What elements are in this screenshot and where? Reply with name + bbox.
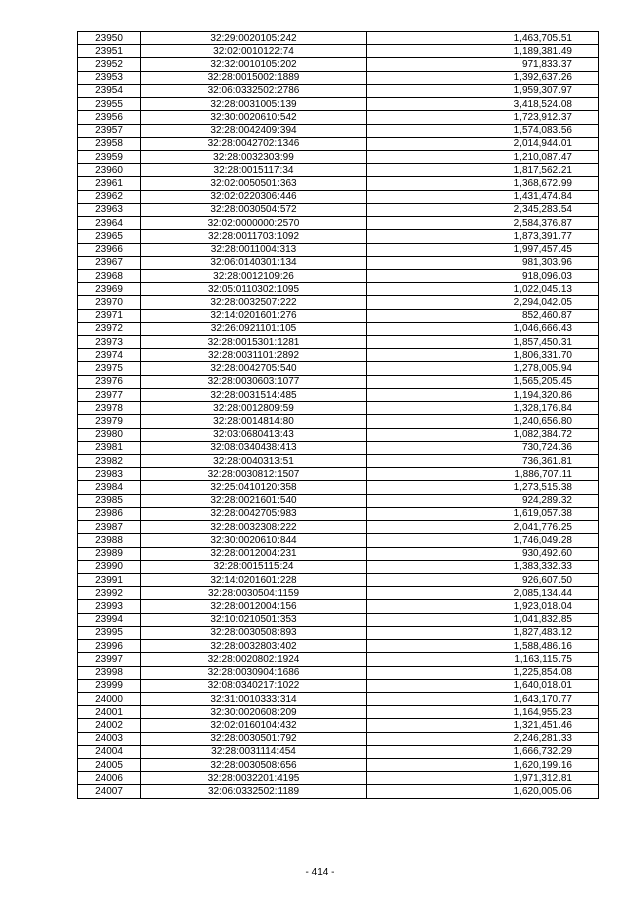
record-number-cell: 23968 — [78, 269, 141, 282]
record-number-cell: 23998 — [78, 666, 141, 679]
table-row — [78, 309, 599, 322]
amount-cell: 1,225,854.08 — [367, 666, 599, 679]
record-number-cell: 23999 — [78, 679, 141, 692]
table-row — [78, 150, 599, 163]
amount-cell: 1,827,483.12 — [367, 626, 599, 639]
amount-cell: 1,620,005.06 — [367, 785, 599, 798]
table-row — [78, 322, 599, 335]
amount-cell: 1,273,515.38 — [367, 481, 599, 494]
table-row — [78, 256, 599, 269]
table-row — [78, 719, 599, 732]
record-number-cell: 23957 — [78, 124, 141, 137]
record-number-cell: 23958 — [78, 137, 141, 150]
amount-cell: 730,724.36 — [367, 441, 599, 454]
cadastral-number-cell: 32:28:0031514:485 — [141, 388, 367, 401]
table-row — [78, 653, 599, 666]
amount-cell: 1,383,332.33 — [367, 560, 599, 573]
amount-cell: 1,046,666.43 — [367, 322, 599, 335]
cadastral-number-cell: 32:30:0020608:209 — [141, 706, 367, 719]
cadastral-number-cell: 32:25:0410120:358 — [141, 481, 367, 494]
cadastral-number-cell: 32:28:0031114:454 — [141, 745, 367, 758]
amount-cell: 1,588,486.16 — [367, 640, 599, 653]
table-row — [78, 375, 599, 388]
cadastral-number-cell: 32:28:0030904:1686 — [141, 666, 367, 679]
amount-cell: 2,014,944.01 — [367, 137, 599, 150]
record-number-cell: 23970 — [78, 296, 141, 309]
cadastral-number-cell: 32:28:0021601:540 — [141, 494, 367, 507]
amount-cell: 1,210,087.47 — [367, 150, 599, 163]
amount-cell: 1,619,057.38 — [367, 507, 599, 520]
record-number-cell: 23994 — [78, 613, 141, 626]
cadastral-number-cell: 32:28:0015115:24 — [141, 560, 367, 573]
amount-cell: 1,565,205.45 — [367, 375, 599, 388]
table-row — [78, 388, 599, 401]
table-row — [78, 613, 599, 626]
table-row — [78, 137, 599, 150]
cadastral-number-cell: 32:08:0340217:1022 — [141, 679, 367, 692]
amount-cell: 2,345,283.54 — [367, 203, 599, 216]
record-number-cell: 23995 — [78, 626, 141, 639]
amount-cell: 852,460.87 — [367, 309, 599, 322]
record-number-cell: 23966 — [78, 243, 141, 256]
cadastral-number-cell: 32:06:0332502:1189 — [141, 785, 367, 798]
table-row — [78, 269, 599, 282]
amount-cell: 2,041,776.25 — [367, 521, 599, 534]
amount-cell: 736,361.81 — [367, 455, 599, 468]
cadastral-number-cell: 32:26:0921101:105 — [141, 322, 367, 335]
table-row — [78, 587, 599, 600]
table-row — [78, 521, 599, 534]
record-number-cell: 23950 — [78, 32, 141, 45]
amount-cell: 1,817,562.21 — [367, 164, 599, 177]
cadastral-number-cell: 32:28:0030504:1159 — [141, 587, 367, 600]
table-row — [78, 706, 599, 719]
table-row — [78, 58, 599, 71]
record-number-cell: 23981 — [78, 441, 141, 454]
table-row — [78, 98, 599, 111]
record-number-cell: 23962 — [78, 190, 141, 203]
table-row — [78, 573, 599, 586]
page-number: - 414 - — [305, 867, 335, 878]
cadastral-number-cell: 32:28:0012109:26 — [141, 269, 367, 282]
record-number-cell: 23979 — [78, 415, 141, 428]
record-number-cell: 24003 — [78, 732, 141, 745]
record-number-cell: 23983 — [78, 468, 141, 481]
table-row — [78, 481, 599, 494]
table-row — [78, 45, 599, 58]
record-number-cell: 23993 — [78, 600, 141, 613]
cadastral-number-cell: 32:30:0020610:542 — [141, 111, 367, 124]
amount-cell: 1,194,320.86 — [367, 388, 599, 401]
cadastral-number-cell: 32:02:0160104:432 — [141, 719, 367, 732]
record-number-cell: 23963 — [78, 203, 141, 216]
amount-cell: 1,164,955.23 — [367, 706, 599, 719]
record-number-cell: 23955 — [78, 98, 141, 111]
amount-cell: 1,723,912.37 — [367, 111, 599, 124]
record-number-cell: 23965 — [78, 230, 141, 243]
cadastral-number-cell: 32:28:0042409:394 — [141, 124, 367, 137]
table-row — [78, 164, 599, 177]
amount-cell: 1,746,049.28 — [367, 534, 599, 547]
record-number-cell: 23956 — [78, 111, 141, 124]
cadastral-number-cell: 32:28:0042702:1346 — [141, 137, 367, 150]
record-number-cell: 23977 — [78, 388, 141, 401]
record-number-cell: 23984 — [78, 481, 141, 494]
table-row — [78, 679, 599, 692]
record-number-cell: 23975 — [78, 362, 141, 375]
record-number-cell: 23987 — [78, 521, 141, 534]
record-number-cell: 23989 — [78, 547, 141, 560]
table-row — [78, 71, 599, 84]
table-row — [78, 402, 599, 415]
record-number-cell: 24004 — [78, 745, 141, 758]
amount-cell: 1,857,450.31 — [367, 336, 599, 349]
table-row — [78, 745, 599, 758]
cadastral-number-cell: 32:08:0340438:413 — [141, 441, 367, 454]
amount-cell: 1,189,381.49 — [367, 45, 599, 58]
table-row — [78, 759, 599, 772]
table-row — [78, 243, 599, 256]
table-row — [78, 560, 599, 573]
cadastral-number-cell: 32:28:0032308:222 — [141, 521, 367, 534]
cadastral-number-cell: 32:02:0010122:74 — [141, 45, 367, 58]
cadastral-number-cell: 32:28:0014814:80 — [141, 415, 367, 428]
amount-cell: 1,240,656.80 — [367, 415, 599, 428]
record-number-cell: 23982 — [78, 455, 141, 468]
cadastral-number-cell: 32:28:0012809:59 — [141, 402, 367, 415]
cadastral-number-cell: 32:28:0030504:572 — [141, 203, 367, 216]
cadastral-number-cell: 32:10:0210501:353 — [141, 613, 367, 626]
cadastral-number-cell: 32:14:0201601:276 — [141, 309, 367, 322]
table-row — [78, 547, 599, 560]
table-row — [78, 84, 599, 97]
record-number-cell: 23985 — [78, 494, 141, 507]
record-number-cell: 23973 — [78, 336, 141, 349]
table-row — [78, 336, 599, 349]
amount-cell: 1,666,732.29 — [367, 745, 599, 758]
table-row — [78, 349, 599, 362]
cadastral-number-cell: 32:28:0040313:51 — [141, 455, 367, 468]
amount-cell: 1,923,018.04 — [367, 600, 599, 613]
record-number-cell: 23951 — [78, 45, 141, 58]
amount-cell: 924,289.32 — [367, 494, 599, 507]
amount-cell: 1,806,331.70 — [367, 349, 599, 362]
amount-cell: 1,574,083.56 — [367, 124, 599, 137]
table-row — [78, 494, 599, 507]
table-row — [78, 124, 599, 137]
table-row — [78, 230, 599, 243]
record-number-cell: 23972 — [78, 322, 141, 335]
record-number-cell: 24007 — [78, 785, 141, 798]
amount-cell: 918,096.03 — [367, 269, 599, 282]
cadastral-number-cell: 32:28:0015002:1889 — [141, 71, 367, 84]
record-number-cell: 23964 — [78, 217, 141, 230]
record-number-cell: 23988 — [78, 534, 141, 547]
cadastral-number-cell: 32:06:0332502:2786 — [141, 84, 367, 97]
table-row — [78, 732, 599, 745]
amount-cell: 1,997,457.45 — [367, 243, 599, 256]
cadastral-number-cell: 32:28:0012004:156 — [141, 600, 367, 613]
cadastral-number-cell: 32:28:0012004:231 — [141, 547, 367, 560]
amount-cell: 1,640,018.01 — [367, 679, 599, 692]
cadastral-number-cell: 32:31:0010333:314 — [141, 692, 367, 705]
cadastral-number-cell: 32:28:0030508:656 — [141, 759, 367, 772]
cadastral-number-cell: 32:14:0201601:228 — [141, 573, 367, 586]
table-row — [78, 441, 599, 454]
cadastral-number-cell: 32:28:0031101:2892 — [141, 349, 367, 362]
amount-cell: 1,041,832.85 — [367, 613, 599, 626]
amount-cell: 1,620,199.16 — [367, 759, 599, 772]
amount-cell: 3,418,524.08 — [367, 98, 599, 111]
cadastral-number-cell: 32:28:0011703:1092 — [141, 230, 367, 243]
record-number-cell: 23974 — [78, 349, 141, 362]
amount-cell: 2,584,376.87 — [367, 217, 599, 230]
record-number-cell: 23953 — [78, 71, 141, 84]
table-row — [78, 626, 599, 639]
amount-cell: 981,303.96 — [367, 256, 599, 269]
record-number-cell: 24001 — [78, 706, 141, 719]
table-row — [78, 203, 599, 216]
record-number-cell: 24005 — [78, 759, 141, 772]
cadastral-number-cell: 32:28:0011004:313 — [141, 243, 367, 256]
record-number-cell: 23961 — [78, 177, 141, 190]
cadastral-number-cell: 32:02:0220306:446 — [141, 190, 367, 203]
amount-cell: 1,022,045.13 — [367, 283, 599, 296]
table-row — [78, 362, 599, 375]
record-number-cell: 23991 — [78, 573, 141, 586]
cadastral-number-cell: 32:32:0010105:202 — [141, 58, 367, 71]
record-number-cell: 23997 — [78, 653, 141, 666]
cadastral-number-cell: 32:30:0020610:844 — [141, 534, 367, 547]
record-number-cell: 23996 — [78, 640, 141, 653]
amount-cell: 1,431,474.84 — [367, 190, 599, 203]
table-row — [78, 111, 599, 124]
amount-cell: 1,392,637.26 — [367, 71, 599, 84]
cadastral-number-cell: 32:28:0020802:1924 — [141, 653, 367, 666]
record-number-cell: 24002 — [78, 719, 141, 732]
record-number-cell: 23954 — [78, 84, 141, 97]
cadastral-number-cell: 32:29:0020105:242 — [141, 32, 367, 45]
record-number-cell: 23952 — [78, 58, 141, 71]
record-number-cell: 23969 — [78, 283, 141, 296]
table-row — [78, 600, 599, 613]
cadastral-number-cell: 32:28:0031005:139 — [141, 98, 367, 111]
table-row — [78, 666, 599, 679]
table-row — [78, 190, 599, 203]
amount-cell: 2,246,281.33 — [367, 732, 599, 745]
cadastral-number-cell: 32:28:0015117:34 — [141, 164, 367, 177]
amount-cell: 1,163,115.75 — [367, 653, 599, 666]
table-row — [78, 640, 599, 653]
record-number-cell: 23992 — [78, 587, 141, 600]
cadastral-number-cell: 32:28:0015301:1281 — [141, 336, 367, 349]
table-row — [78, 296, 599, 309]
cadastral-number-cell: 32:28:0032303:99 — [141, 150, 367, 163]
table-row — [78, 415, 599, 428]
record-number-cell: 23990 — [78, 560, 141, 573]
cadastral-number-cell: 32:28:0042705:540 — [141, 362, 367, 375]
amount-cell: 971,833.37 — [367, 58, 599, 71]
cadastral-number-cell: 32:28:0030812:1507 — [141, 468, 367, 481]
table-row — [78, 785, 599, 798]
amount-cell: 1,959,307.97 — [367, 84, 599, 97]
cadastral-number-cell: 32:06:0140301:134 — [141, 256, 367, 269]
amount-cell: 1,082,384.72 — [367, 428, 599, 441]
table-row — [78, 428, 599, 441]
cadastral-number-cell: 32:28:0032803:402 — [141, 640, 367, 653]
amount-cell: 1,886,707.11 — [367, 468, 599, 481]
amount-cell: 1,321,451.46 — [367, 719, 599, 732]
record-number-cell: 24000 — [78, 692, 141, 705]
table-row — [78, 692, 599, 705]
amount-cell: 2,085,134.44 — [367, 587, 599, 600]
record-number-cell: 23986 — [78, 507, 141, 520]
cadastral-number-cell: 32:02:0000000:2570 — [141, 217, 367, 230]
record-number-cell: 23978 — [78, 402, 141, 415]
amount-cell: 930,492.60 — [367, 547, 599, 560]
amount-cell: 1,328,176.84 — [367, 402, 599, 415]
record-number-cell: 23971 — [78, 309, 141, 322]
cadastral-number-cell: 32:28:0030508:893 — [141, 626, 367, 639]
cadastral-number-cell: 32:28:0032507:222 — [141, 296, 367, 309]
table-row — [78, 32, 599, 45]
table-row — [78, 507, 599, 520]
cadastral-number-cell: 32:28:0042705:983 — [141, 507, 367, 520]
amount-cell: 1,368,672.99 — [367, 177, 599, 190]
table-row — [78, 468, 599, 481]
cadastral-number-cell: 32:28:0030501:792 — [141, 732, 367, 745]
amount-cell: 926,607.50 — [367, 573, 599, 586]
table-row — [78, 283, 599, 296]
amount-cell: 1,463,705.51 — [367, 32, 599, 45]
cadastral-number-cell: 32:03:0680413:43 — [141, 428, 367, 441]
records-table-body — [78, 32, 599, 799]
cadastral-number-cell: 32:02:0050501:363 — [141, 177, 367, 190]
cadastral-number-cell: 32:28:0030603:1077 — [141, 375, 367, 388]
record-number-cell: 23959 — [78, 150, 141, 163]
cadastral-number-cell: 32:05:0110302:1095 — [141, 283, 367, 296]
record-number-cell: 23960 — [78, 164, 141, 177]
table-row — [78, 455, 599, 468]
record-number-cell: 23967 — [78, 256, 141, 269]
amount-cell: 1,971,312.81 — [367, 772, 599, 785]
amount-cell: 1,873,391.77 — [367, 230, 599, 243]
records-table — [77, 31, 599, 799]
amount-cell: 1,643,170.77 — [367, 692, 599, 705]
amount-cell: 1,278,005.94 — [367, 362, 599, 375]
table-row — [78, 177, 599, 190]
amount-cell: 2,294,042.05 — [367, 296, 599, 309]
record-number-cell: 23976 — [78, 375, 141, 388]
table-row — [78, 772, 599, 785]
table-row — [78, 534, 599, 547]
record-number-cell: 24006 — [78, 772, 141, 785]
cadastral-number-cell: 32:28:0032201:4195 — [141, 772, 367, 785]
table-row — [78, 217, 599, 230]
record-number-cell: 23980 — [78, 428, 141, 441]
